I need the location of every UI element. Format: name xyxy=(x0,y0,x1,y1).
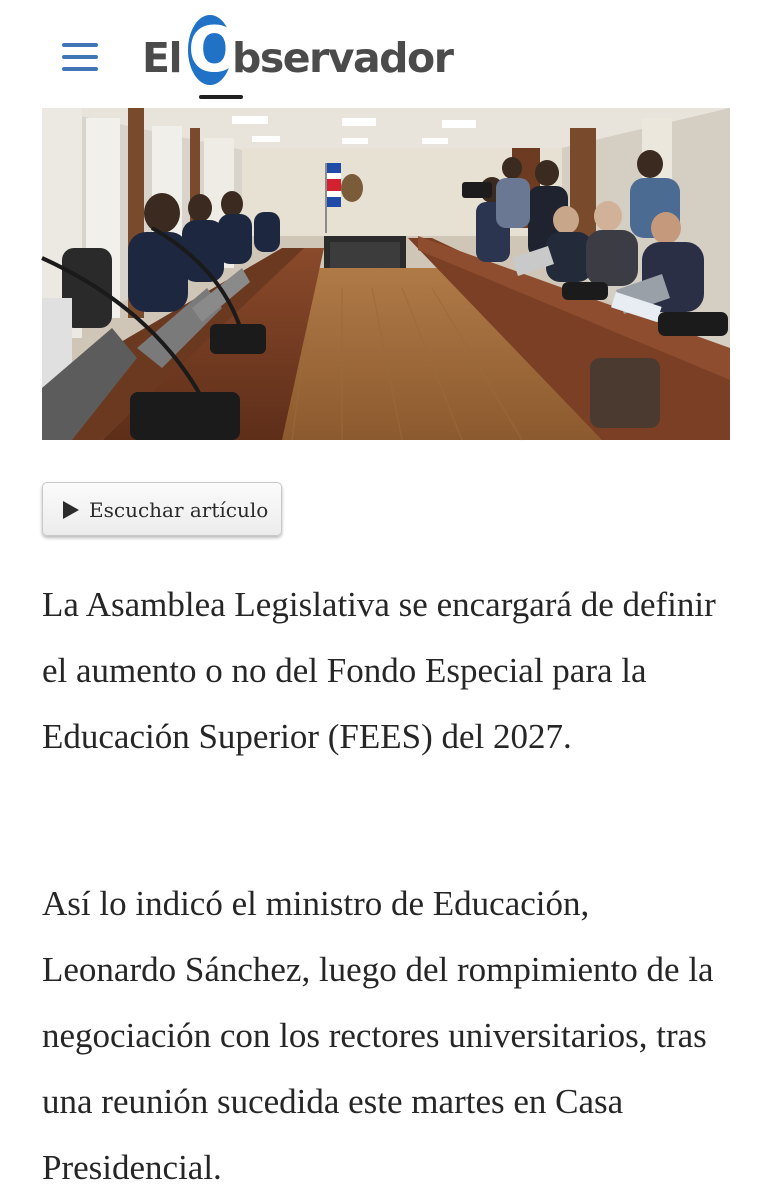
logo-text-bservador: bservador xyxy=(232,34,453,82)
play-icon xyxy=(63,501,79,519)
logo-text-el: El xyxy=(142,34,182,82)
site-header xyxy=(0,0,772,100)
hamburger-menu-icon[interactable] xyxy=(62,40,98,74)
article-paragraph: La Asamblea Legislativa se encargará de definir el aumento o no del Fondo Especial para la Educación Superior (FEES) del 2027. xyxy=(42,585,716,756)
listen-article-button[interactable] xyxy=(42,482,282,536)
site-logo[interactable] xyxy=(142,13,502,98)
logo-letter-o: O xyxy=(188,13,241,86)
logo-underline xyxy=(199,95,243,99)
article-photo xyxy=(42,108,730,440)
listen-article-label: Escuchar artículo xyxy=(89,498,269,522)
article-paragraph: Así lo indicó el ministro de Educación, Leonardo Sánchez, luego del rompimiento de la negociación con los rectores universitarios, tras una reunión sucedida este martes en Casa Presidencial. xyxy=(42,884,714,1187)
